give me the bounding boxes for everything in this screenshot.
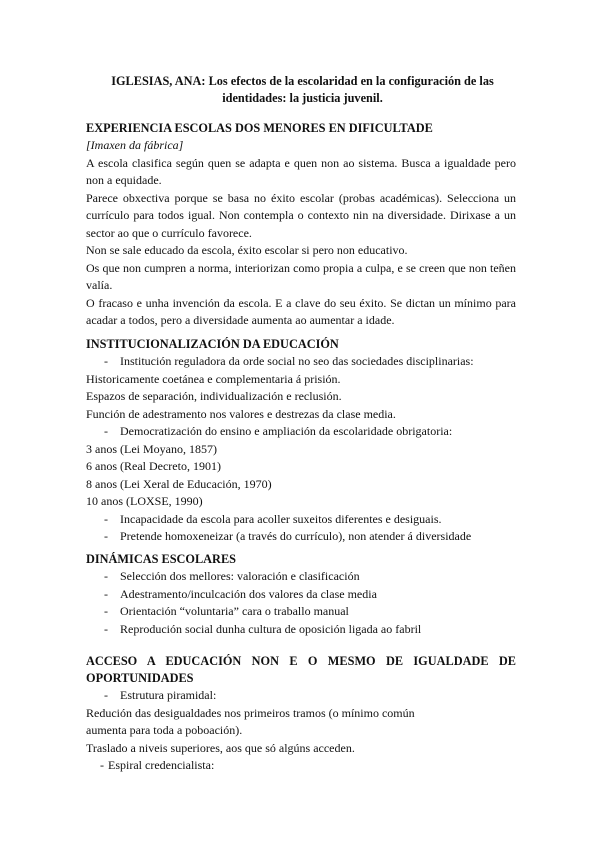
- bullet-dash: -: [104, 529, 108, 543]
- list-item-text: Reprodución social dunha cultura de oposición ligada ao fabril: [120, 621, 422, 636]
- text-line: Historicamente coetánea e complementaria á prisión.: [86, 371, 341, 386]
- bullet-dash: -: [104, 586, 108, 601]
- list-item: [86, 621, 516, 639]
- bullet-dash: -: [104, 424, 108, 438]
- paragraph: A escola clasifica según quen se adapta e quen non ao sistema. Busca a igualdade pero non a equidade.: [86, 155, 516, 187]
- text-line: 10 anos (LOXSE, 1990): [86, 494, 203, 508]
- title-line-1: IGLESIAS, ANA: Los efectos de la escolaridad en la configuración de las: [111, 74, 494, 88]
- list-item-text: Incapacidade da escola para acoller suxeitos diferentes e desiguais.: [120, 511, 442, 526]
- bullet-dash: -: [104, 511, 108, 526]
- list-item: [86, 353, 516, 371]
- bullet-dash: -: [104, 354, 108, 368]
- document-title: [90, 73, 515, 107]
- section-acceso: [86, 653, 516, 775]
- section-heading: INSTITUCIONALIZACIÓN DA EDUCACIÓN: [86, 337, 339, 351]
- list-item-text: Democratización do ensino e ampliación da escolaridade obrigatoria:: [120, 424, 453, 438]
- section-heading: ACCESO A EDUCACIÓN NON E O MESMO DE IGUALDADE DE: [86, 654, 516, 668]
- list-item-text: Pretende homoxeneizar (a través do currículo), non atender á diversidade: [120, 529, 472, 543]
- section-dinamicas: [86, 551, 516, 638]
- bullet-dash: -: [100, 758, 104, 772]
- list-item-text: Estrutura piramidal:: [120, 688, 217, 702]
- text-line: 8 anos (Lei Xeral de Educación, 1970): [86, 476, 272, 491]
- paragraph: Non se sale educado da escola, éxito escolar si pero non educativo.: [86, 243, 408, 257]
- list-item-text: Institución reguladora da orde social no seo das sociedades disciplinarias:: [120, 354, 474, 368]
- list-item-text: Selección dos mellores: valoración e clasificación: [120, 569, 360, 583]
- list-item: [86, 603, 516, 621]
- bullet-dash: -: [104, 604, 108, 618]
- bullet-dash: -: [104, 569, 108, 583]
- list-item: [86, 586, 516, 604]
- text-line: 3 anos (Lei Moyano, 1857): [86, 441, 217, 456]
- paragraph: O fracaso e unha invención da escola. E a clave do seu éxito. Se dictan un mínimo para acadar a todos, pero a diversidade aumenta ao aumentar a idade.: [86, 295, 516, 327]
- bullet-dash: -: [104, 621, 108, 636]
- image-caption: [Imaxen da fábrica]: [86, 138, 184, 152]
- title-line-2: identidades: la justicia juvenil.: [222, 91, 383, 105]
- list-item-text: Adestramento/inculcación dos valores da clase media: [120, 586, 377, 601]
- list-item: [86, 568, 516, 586]
- text-line: Espazos de separación, individualización e reclusión.: [86, 389, 342, 403]
- text-line: Función de adestramento nos valores e destrezas da clase media.: [86, 406, 396, 421]
- text-line: Traslado a niveis superiores, aos que só algúns acceden.: [86, 740, 355, 755]
- list-item: [86, 423, 516, 441]
- list-item-text: Orientación “voluntaria” cara o traballo manual: [120, 604, 349, 618]
- section-heading-continued: OPORTUNIDADES: [86, 671, 194, 685]
- section-institucionalizacion: [86, 336, 516, 546]
- section-experiencia: [86, 120, 516, 330]
- paragraph: Parece obxectiva porque se basa no éxito escolar (probas académicas). Selecciona un currículo para todos igual. Non contempla o contexto nin na diversidade. Dirixase a un sector ao que o currículo favorece.: [86, 190, 516, 240]
- list-item: [86, 757, 516, 775]
- section-heading: EXPERIENCIA ESCOLAS DOS MENORES EN DIFICULTADE: [86, 121, 433, 135]
- text-line: 6 anos (Real Decreto, 1901): [86, 459, 221, 473]
- section-heading: DINÁMICAS ESCOLARES: [86, 552, 236, 566]
- paragraph: Os que non cumpren a norma, interiorizan como propia a culpa, e se creen que non teñen valía.: [86, 260, 516, 292]
- text-line: aumenta para toda a poboación).: [86, 723, 243, 737]
- list-item: [86, 528, 516, 546]
- list-item-text: Espiral credencialista:: [108, 758, 215, 772]
- text-line: Redución das desigualdades nos primeiros tramos (o mínimo común: [86, 705, 415, 720]
- list-item: [86, 511, 516, 529]
- list-item: [86, 687, 516, 705]
- bullet-dash: -: [104, 688, 108, 702]
